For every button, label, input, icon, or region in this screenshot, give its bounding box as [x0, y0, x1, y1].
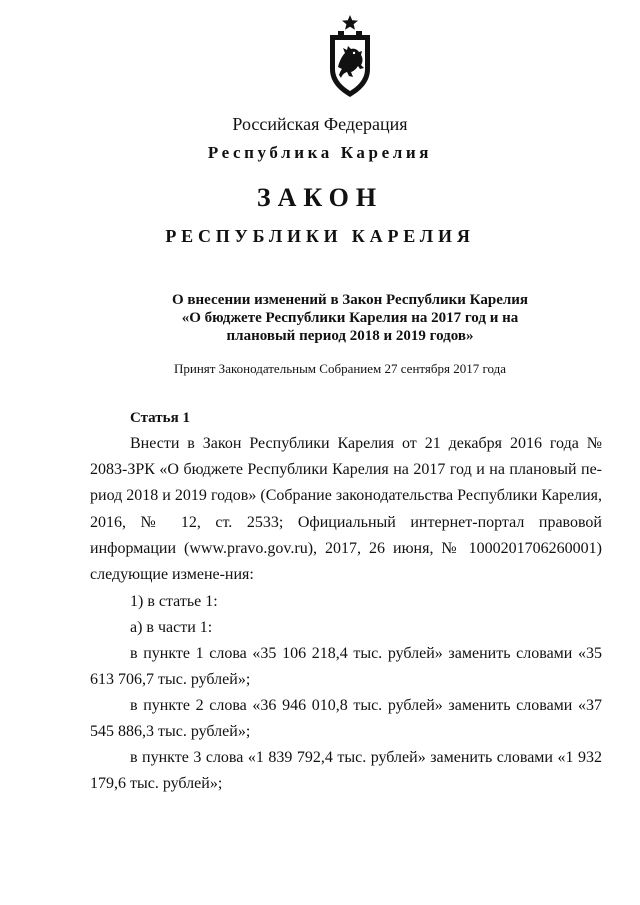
amendment-subitem — [90, 615, 602, 641]
article-title: Статья 1 — [130, 410, 190, 426]
country-name: Российская Федерация — [232, 114, 408, 134]
amendment-point-text: в пункте 1 слова «35 106 218,4 тыс. рублей» заменить словами «35 613 706,7 тыс. рублей»; — [90, 645, 602, 689]
law-title-line: плановый период 2018 и 2019 годов» — [226, 328, 474, 344]
amendment-point — [90, 745, 602, 797]
amendment-point-text: в пункте 2 слова «36 946 010,8 тыс. рублей» заменить словами «37 545 886,3 тыс. рублей»; — [90, 697, 602, 741]
document-type: ЗАКОН — [256, 183, 384, 212]
amendment-item-text: 1) в статье 1: — [130, 593, 218, 610]
amendment-point — [90, 641, 602, 693]
karelia-coat-of-arms-icon — [318, 15, 382, 99]
adoption-date: Принят Законодательным Собранием 27 сентября 2017 года — [173, 361, 507, 376]
article-intro-text: Внести в Закон Республики Карелия от 21 декабря 2016 года № 2083-ЗРК «О бюджете Республики Карелия на 2017 год и на плановый пе-риод 2018 и 2019 годов» (Собрание законодательства Республики Карелия, 2016, № 12, ст. 2533; Официальный интернет-портал правовой информации (www.pravo.gov.ru), 2017, 26 июня, № 1000201706260001) следующие измене-ния: — [90, 435, 602, 584]
amendment-item — [90, 589, 602, 615]
amendment-point — [90, 693, 602, 745]
law-title-line: «О бюджете Республики Карелия на 2017 год и на — [181, 310, 519, 326]
republic-name: Республика Карелия — [207, 143, 433, 162]
amendment-point-text: в пункте 3 слова «1 839 792,4 тыс. рублей» заменить словами «1 932 179,6 тыс. рублей»; — [90, 749, 602, 793]
article-intro-paragraph — [90, 431, 602, 588]
document-type-subtitle: РЕСПУБЛИКИ КАРЕЛИЯ — [165, 226, 475, 246]
law-title-line: О внесении изменений в Закон Республики Карелия — [171, 292, 529, 308]
law-title — [30, 291, 640, 345]
amendment-subitem-text: а) в части 1: — [130, 619, 213, 636]
